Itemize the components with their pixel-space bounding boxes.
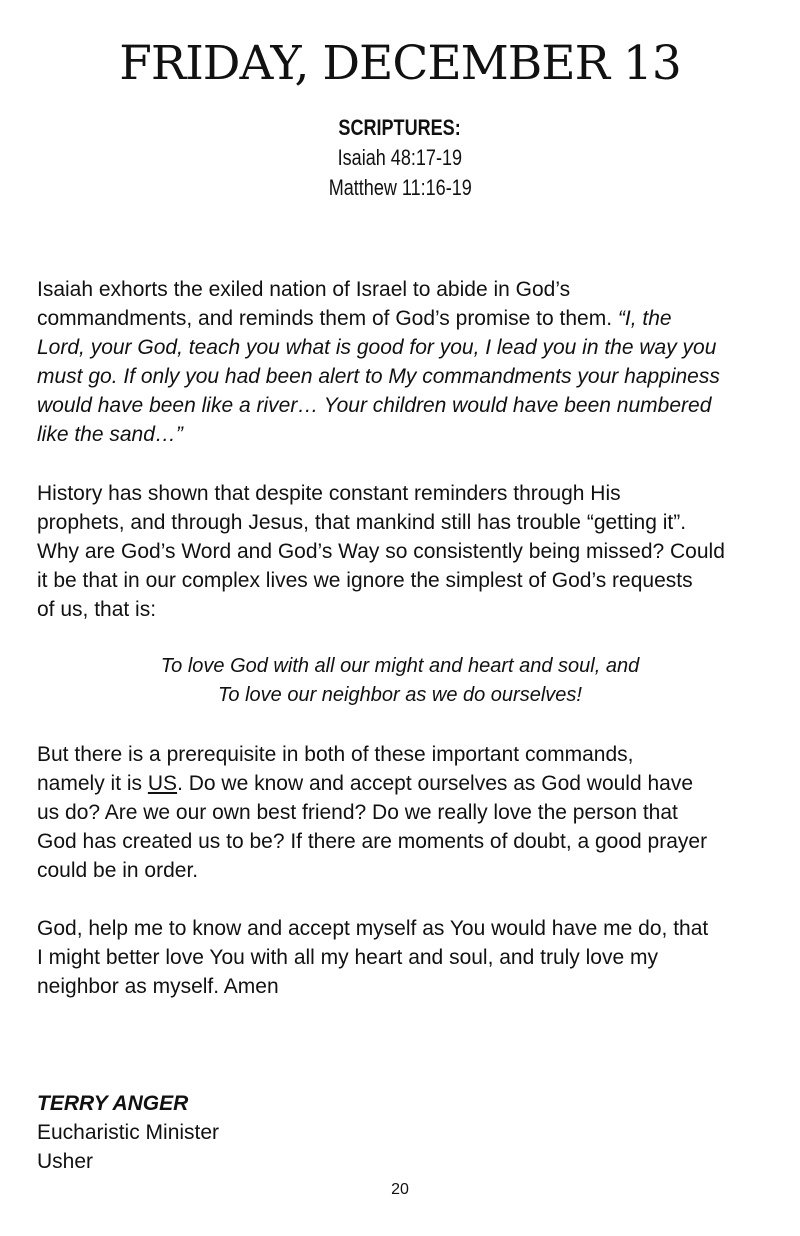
text-line: it be that in our complex lives we ignore the simplest of God’s requests [37, 569, 693, 592]
emphasis-underlined: US [147, 772, 178, 795]
paragraph-history [37, 479, 772, 624]
text-line: prophets, and through Jesus, that mankind still has trouble “getting it”. [37, 511, 687, 534]
quote-line: like the sand…” [37, 423, 183, 446]
quote-line: must go. If only you had been alert to My commandments your happiness [37, 365, 720, 388]
text-line: History has shown that despite constant reminders through His [37, 482, 621, 505]
paragraph-prerequisite [37, 740, 772, 885]
scriptures-heading: SCRIPTURES: [338, 115, 462, 140]
text-line: God, help me to know and accept myself as You would have me do, that [37, 917, 709, 940]
scripture-reference: Matthew 11:16-19 [328, 175, 472, 200]
text-line [37, 275, 772, 304]
page-title: FRIDAY, DECEMBER 13 [119, 36, 681, 91]
text-line: God has created us to be? If there are moments of doubt, a good prayer [37, 830, 708, 853]
text-line: could be in order. [37, 859, 199, 882]
text-line: I might better love You with all my heart and soul, and truly love my [37, 946, 658, 969]
scriptures-block [0, 113, 800, 203]
author-role: Eucharistic Minister [37, 1121, 220, 1144]
text-line: of us, that is: [37, 598, 157, 621]
quote-line: To love our neighbor as we do ourselves! [218, 684, 582, 706]
text-span: Isaiah exhorts the exiled nation of Israel to abide in God’s [37, 278, 571, 301]
text-span: namely it is [37, 772, 148, 795]
quote-line: To love God with all our might and heart and soul, and [160, 655, 640, 677]
author-role: Usher [37, 1150, 94, 1173]
text-line [37, 769, 772, 798]
text-line [37, 304, 772, 333]
commandments-quote [0, 652, 800, 710]
text-span: commandments, and reminds them of God’s promise to them. [37, 307, 618, 330]
paragraph-isaiah [37, 275, 772, 449]
prayer-paragraph [37, 914, 772, 1001]
text-line: us do? Are we our own best friend? Do we really love the person that [37, 801, 678, 824]
text-line: But there is a prerequisite in both of these important commands, [37, 743, 634, 766]
page-number: 20 [391, 1181, 409, 1198]
text-line: Why are God’s Word and God’s Way so consistently being missed? Could [37, 540, 725, 563]
quote-line: would have been like a river… Your children would have been numbered [37, 394, 712, 417]
text-line: neighbor as myself. Amen [37, 975, 279, 998]
signature-block [37, 1089, 219, 1176]
quote-span: “I, the [617, 307, 672, 330]
author-name: TERRY ANGER [37, 1092, 189, 1115]
quote-line: Lord, your God, teach you what is good for you, I lead you in the way you [37, 336, 717, 359]
text-span: . Do we know and accept ourselves as God would have [177, 772, 694, 795]
scripture-reference: Isaiah 48:17-19 [337, 145, 463, 170]
